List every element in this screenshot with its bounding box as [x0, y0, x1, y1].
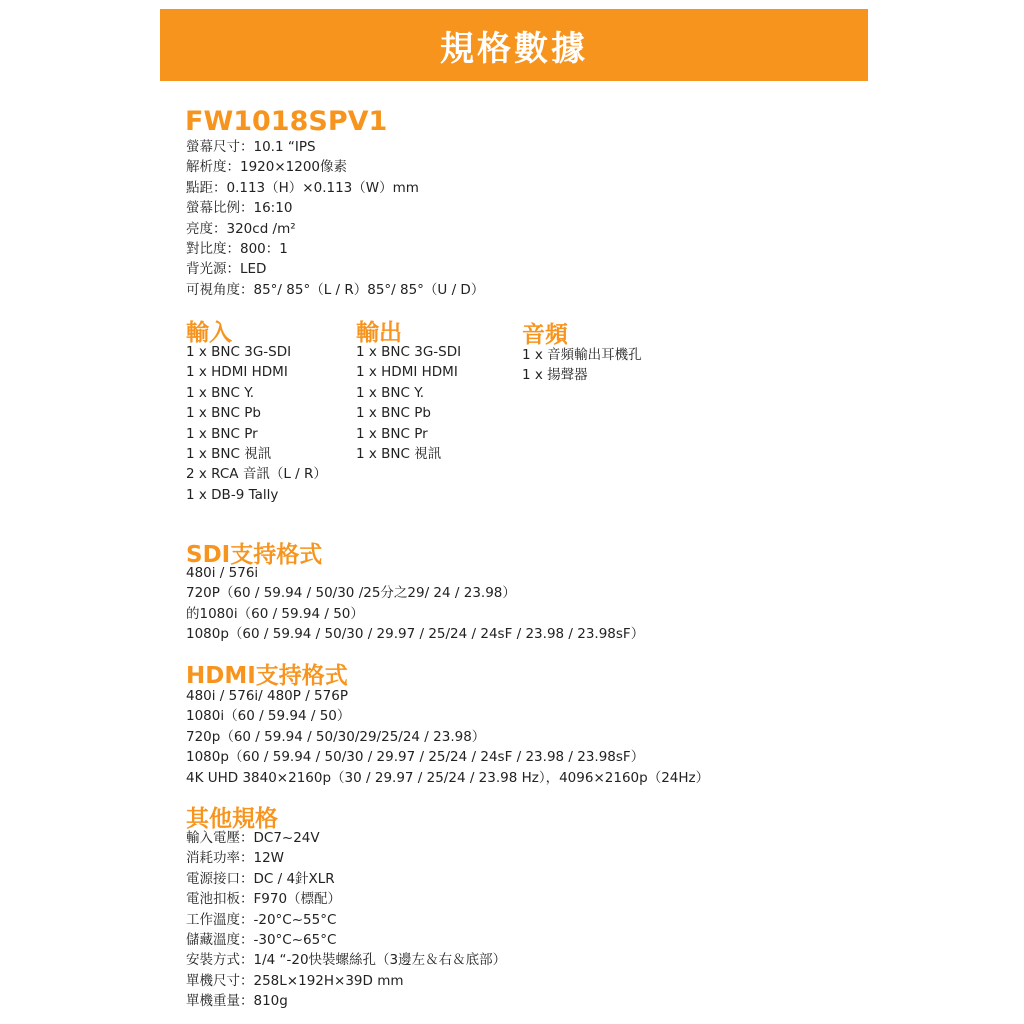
- input-title: 輸入: [186, 320, 232, 346]
- other-spec-item: 單機重量：810g: [186, 993, 288, 1010]
- input-item: 1 x BNC 視訊: [186, 446, 272, 463]
- spec-line: 螢幕尺寸：10.1 “IPS: [186, 139, 316, 155]
- output-item: 1 x BNC Pb: [356, 405, 431, 422]
- output-item: 1 x BNC Pr: [356, 425, 428, 442]
- other-spec-item: 輸入電壓：DC7~24V: [186, 830, 320, 846]
- spec-line: 點距：0.113（H）×0.113（W）mm: [186, 179, 419, 196]
- other-spec-item: 安裝方式：1/4 “-20快裝螺絲孔（3邊左＆右＆底部）: [186, 952, 507, 969]
- hdmi-format-item: 1080i（60 / 59.94 / 50）: [186, 708, 351, 725]
- model-spec-list: [186, 137, 484, 300]
- spec-line: 對比度：800：1: [186, 241, 288, 258]
- hdmi-format-item: 1080p（60 / 59.94 / 50/30 / 29.97 / 25/24 / 24sF / 23.98 / 23.98sF）: [186, 749, 645, 766]
- other-specs-list: [186, 828, 506, 1012]
- audio-list: [522, 345, 642, 386]
- hdmi-format-item: 480i / 576i/ 480P / 576P: [186, 688, 348, 704]
- model-title: FW1018SPV1: [185, 106, 388, 137]
- output-item: 1 x BNC 3G-SDI: [356, 344, 462, 360]
- hdmi-format-list: [186, 686, 709, 788]
- other-spec-item: 工作溫度：-20°C~55°C: [186, 911, 337, 928]
- sdi-title: SDI支持格式: [186, 542, 323, 568]
- hdmi-title: HDMI支持格式: [186, 663, 348, 689]
- input-item: 1 x BNC Pb: [186, 405, 261, 422]
- input-item: 2 x RCA 音訊（L / R）: [186, 466, 327, 483]
- header-banner: [160, 9, 868, 81]
- other-spec-item: 電池扣板：F970（標配）: [186, 891, 342, 908]
- other-spec-item: 消耗功率：12W: [186, 850, 285, 867]
- output-item: 1 x BNC 視訊: [356, 446, 442, 463]
- spec-line: 螢幕比例：16:10: [186, 200, 293, 217]
- spec-line: 解析度：1920×1200像素: [186, 159, 348, 176]
- input-item: 1 x HDMI HDMI: [186, 364, 288, 381]
- input-item: 1 x BNC Y.: [186, 384, 255, 401]
- other-spec-item: 儲藏溫度：-30°C~65°C: [186, 932, 337, 949]
- input-item: 1 x DB-9 Tally: [186, 486, 279, 503]
- input-list: [186, 342, 327, 505]
- spec-line: 背光源：LED: [186, 261, 267, 278]
- hdmi-format-item: 720p（60 / 59.94 / 50/30/29/25/24 / 23.98）: [186, 728, 486, 745]
- sdi-format-item: 的1080i（60 / 59.94 / 50）: [186, 605, 364, 622]
- sdi-format-list: [186, 563, 644, 645]
- output-item: 1 x BNC Y.: [356, 384, 425, 401]
- sdi-format-item: 720P（60 / 59.94 / 50/30 /25分之29/ 24 / 23.98）: [186, 585, 516, 602]
- spec-line: 亮度：320cd /m²: [186, 220, 296, 237]
- page-title: 規格數據: [440, 28, 588, 69]
- other-specs-title: 其他規格: [186, 806, 278, 832]
- input-item: 1 x BNC 3G-SDI: [186, 344, 292, 360]
- sdi-format-item: 480i / 576i: [186, 565, 259, 581]
- hdmi-format-item: 4K UHD 3840×2160p（30 / 29.97 / 25/24 / 23.98 Hz），4096×2160p（24Hz）: [186, 769, 710, 786]
- output-item: 1 x HDMI HDMI: [356, 364, 458, 381]
- sdi-format-item: 1080p（60 / 59.94 / 50/30 / 29.97 / 25/24 / 24sF / 23.98 / 23.98sF）: [186, 626, 645, 643]
- input-item: 1 x BNC Pr: [186, 425, 258, 442]
- other-spec-item: 單機尺寸：258L×192H×39D mm: [186, 972, 404, 989]
- audio-title: 音頻: [522, 322, 568, 348]
- other-spec-item: 電源接口：DC / 4針XLR: [186, 870, 335, 887]
- spec-line: 可視角度：85°/ 85°（L / R）85°/ 85°（U / D）: [186, 281, 485, 298]
- output-title: 輸出: [356, 320, 402, 346]
- audio-item: 1 x 揚聲器: [522, 367, 588, 384]
- audio-item: 1 x 音頻輸出耳機孔: [522, 347, 642, 363]
- output-list: [356, 342, 461, 464]
